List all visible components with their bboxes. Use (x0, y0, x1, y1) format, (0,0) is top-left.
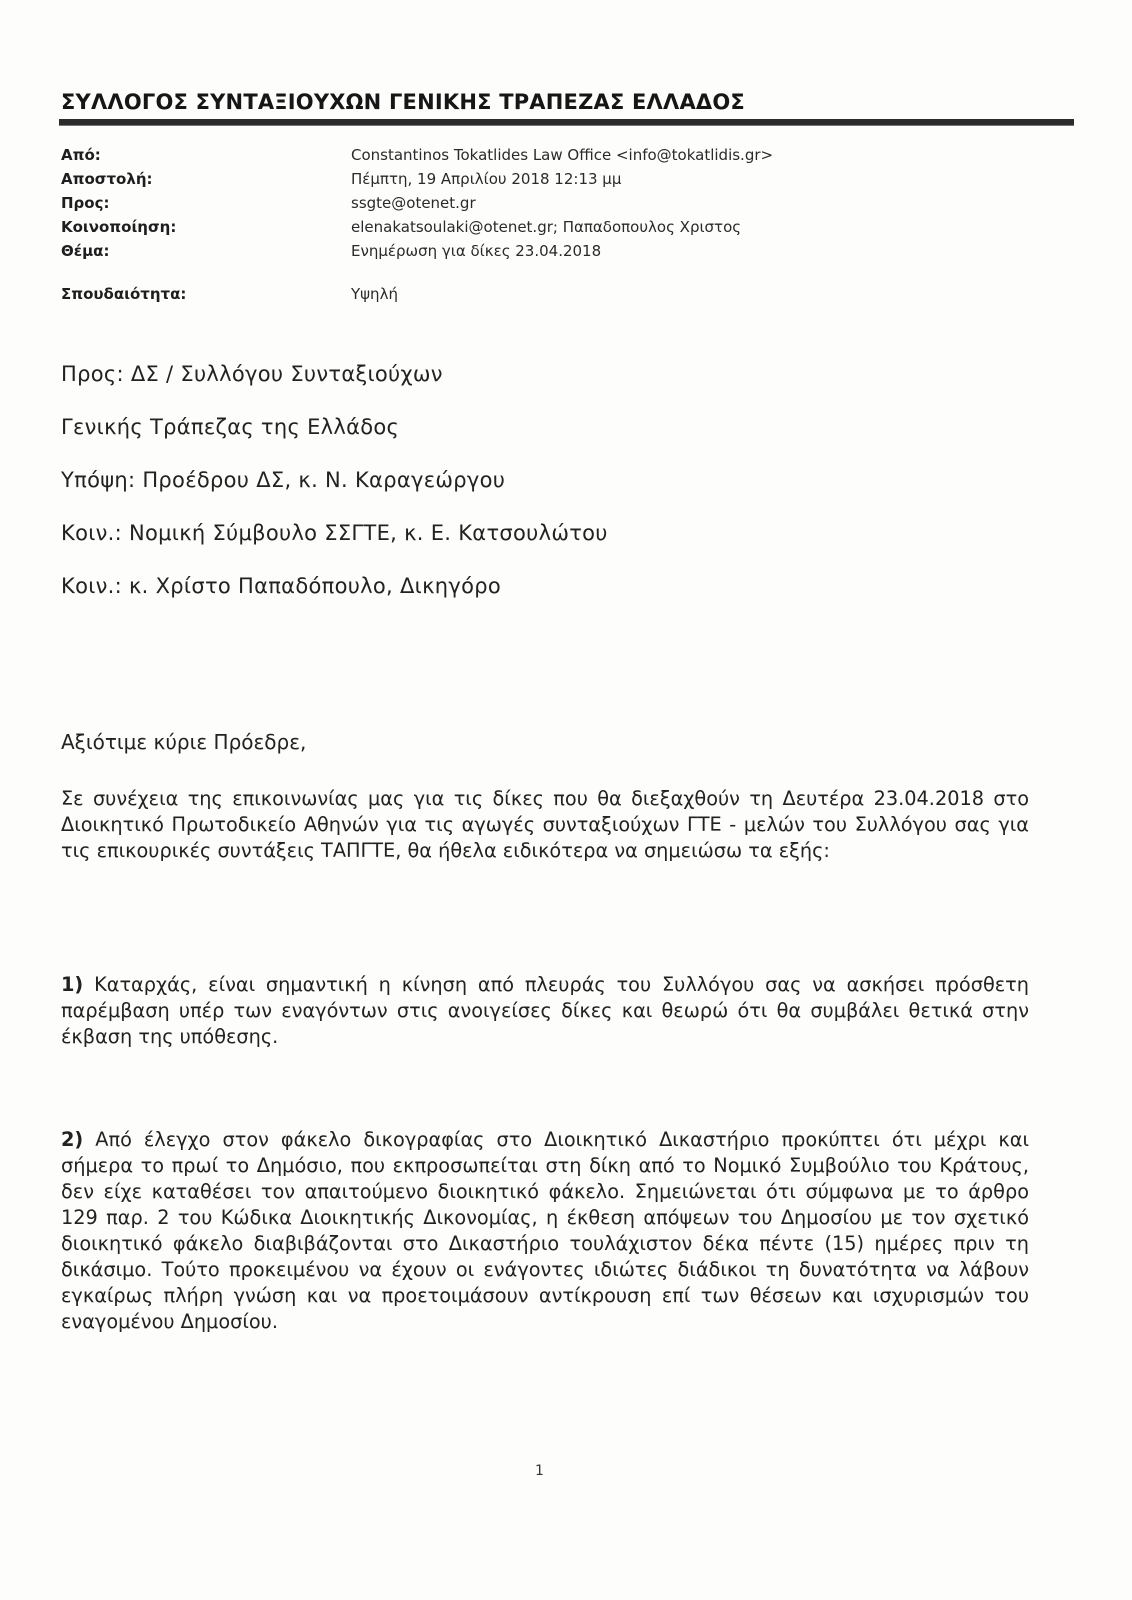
email-sent-row (61, 170, 1061, 194)
point-1-text: Καταρχάς, είναι σημαντική η κίνηση από πλευράς του Συλλόγου σας να ασκήσει πρόσθετη παρέμβαση υπέρ των εναγόντων στις ανοιγείσες δίκες και θεωρώ ότι θα συμβάλει θετικά στην έκβαση της υπόθεσης. (61, 973, 1029, 1048)
email-from-label: Από: (61, 146, 101, 164)
recipient-line: Υπόψη: Προέδρου ΔΣ, κ. Ν. Καραγεώργου (61, 468, 506, 492)
email-priority-value: Υψηλή (351, 285, 398, 303)
recipient-block (61, 362, 608, 627)
point-2-text: Από έλεγχο στον φάκελο δικογραφίας στο Διοικητικό Δικαστήριο προκύπτει ότι μέχρι και σήμερα το πρωί το Δημόσιο, που εκπροσωπείται στη δίκη από το Νομικό Συμβούλιο του Κράτους, δεν είχε καταθέσει τον απαιτούμενο διοικητικό φάκελο. Σημειώνεται ότι σύμφωνα με το άρθρο 129 παρ. 2 του Κώδικα Διοικητικής Δικονομίας, η έκθεση απόψεων του Δημοσίου με τον σχετικό διοικητικό φάκελο διαβιβάζονται στο Δικαστήριο τουλάχιστον δέκα πέντε (15) ημέρες πριν τη δικάσιμο. Τούτο προκειμένου να έχουν οι ενάγοντες ιδιώτες διάδικοι τη δυνατότητα να λάβουν εγκαίρως πλήρη γνώση και να προετοιμάσουν αντίκρουση επί των θέσεων και ισχυρισμών του εναγομένου Δημοσίου. (61, 1128, 1029, 1333)
email-from-row (61, 146, 1061, 170)
recipient-line: Κοιν.: κ. Χρίστο Παπαδόπουλο, Δικηγόρο (61, 574, 502, 598)
page-number: 1 (535, 1463, 544, 1479)
email-priority-row (61, 285, 1061, 309)
point-2-paragraph (61, 1127, 1029, 1335)
email-to-value: ssgte@otenet.gr (351, 194, 476, 212)
email-subject-value: Ενημέρωση για δίκες 23.04.2018 (351, 242, 602, 260)
email-cc-value: elenakatsoulaki@otenet.gr; Παπαδοπουλος Χριστος (351, 218, 742, 236)
email-meta (61, 146, 1061, 309)
email-subject-row (61, 242, 1061, 266)
email-from-value: Constantinos Tokatlides Law Office <info@tokatlidis.gr> (351, 146, 774, 164)
intro-paragraph: Σε συνέχεια της επικοινωνίας μας για τις δίκες που θα διεξαχθούν τη Δευτέρα 23.04.2018 στο Διοικητικό Πρωτοδικείο Αθηνών για τις αγωγές συνταξιούχων ΓΤΕ - μελών του Συλλόγου σας για τις επικουρικές συντάξεις ΤΑΠΓΤΕ, θα ήθελα ειδικότερα να σημειώσω τα εξής: (61, 787, 1029, 862)
organization-title: ΣΥΛΛΟΓΟΣ ΣΥΝΤΑΞΙΟΥΧΩΝ ΓΕΝΙΚΗΣ ΤΡΑΠΕΖΑΣ ΕΛΛΑΔΟΣ (61, 90, 745, 114)
point-1-number: 1) (61, 973, 84, 996)
email-cc-label: Κοινοποίηση: (61, 218, 177, 236)
email-subject-label: Θέμα: (61, 242, 110, 260)
email-priority-label: Σπουδαιότητα: (61, 285, 187, 303)
salutation: Αξιότιμε κύριε Πρόεδρε, (61, 730, 307, 754)
email-sent-label: Αποστολή: (61, 170, 153, 188)
email-sent-value: Πέμπτη, 19 Απριλίου 2018 12:13 μμ (351, 170, 622, 188)
recipient-line: Προς: ΔΣ / Συλλόγου Συνταξιούχων (61, 362, 443, 386)
point-2-number: 2) (61, 1128, 84, 1151)
recipient-line: Κοιν.: Νομική Σύμβουλο ΣΣΓΤΕ, κ. Ε. Κατσουλώτου (61, 521, 608, 545)
email-to-row (61, 194, 1061, 218)
email-to-label: Προς: (61, 194, 110, 212)
recipient-line: Γενικής Τράπεζας της Ελλάδος (61, 415, 400, 439)
header-rule (59, 119, 1074, 126)
email-cc-row (61, 218, 1061, 242)
point-1-paragraph (61, 972, 1029, 1050)
